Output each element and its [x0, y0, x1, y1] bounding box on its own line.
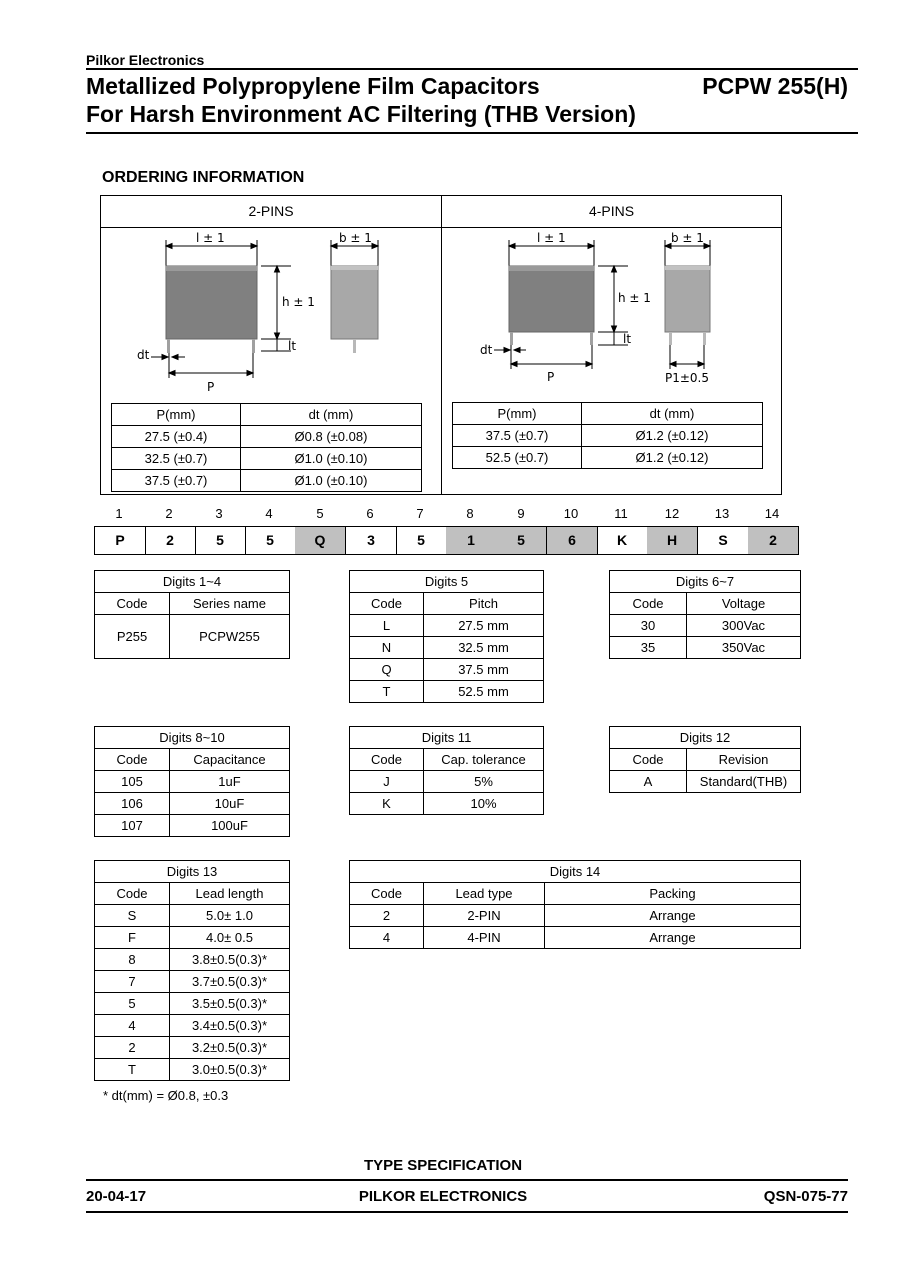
header-cell: Cap. tolerance	[424, 749, 544, 771]
table-cell: 2-PIN	[424, 905, 545, 927]
table-cell: 3.2±0.5(0.3)*	[170, 1037, 290, 1059]
length-label: l ± 1	[537, 231, 566, 245]
two-pin-dimension-table	[111, 403, 422, 492]
table-row	[95, 927, 290, 949]
table-row	[453, 447, 763, 469]
digit-cell: 1	[446, 527, 497, 554]
table-row	[610, 637, 801, 659]
table-cell: K	[350, 793, 424, 815]
table-cell: 37.5 (±0.7)	[112, 470, 241, 492]
lt-label: lt	[623, 332, 632, 346]
digit-cell: 2	[748, 527, 798, 554]
table-title: Digits 8~10	[95, 727, 290, 749]
table-row	[95, 1015, 290, 1037]
digit-cell: 3	[346, 527, 397, 554]
table-cell: 106	[95, 793, 170, 815]
table-cell: 350Vac	[687, 637, 801, 659]
table-cell: Arrange	[545, 927, 801, 949]
digits-12-table	[609, 726, 801, 793]
digits-14-table	[349, 860, 801, 949]
table-row	[95, 815, 290, 837]
digit-cell: 5	[195, 527, 246, 554]
digits-11-table	[349, 726, 544, 815]
table-cell: Ø1.2 (±0.12)	[582, 447, 763, 469]
footer-company: PILKOR ELECTRONICS	[358, 1188, 528, 1205]
table-cell: 4	[95, 1015, 170, 1037]
table-cell: Ø1.0 (±0.10)	[241, 470, 422, 492]
table-row	[610, 771, 801, 793]
company-name: Pilkor Electronics	[86, 52, 205, 68]
digit-position: 5	[316, 506, 324, 521]
dt-label: dt	[480, 343, 493, 357]
pitch-label: P	[207, 380, 215, 394]
digits-5-table	[349, 570, 544, 703]
header-cell: Code	[350, 593, 424, 615]
four-pins-heading: 4-PINS	[442, 196, 781, 228]
digit-position: 12	[664, 506, 680, 521]
header-cell: P(mm)	[112, 404, 241, 426]
table-title: Digits 12	[610, 727, 801, 749]
table-row	[350, 927, 801, 949]
header-cell: Capacitance	[170, 749, 290, 771]
table-cell: 35	[610, 637, 687, 659]
digit-cell: Q	[295, 527, 346, 554]
digits-1-4-table	[94, 570, 290, 659]
digit-position: 10	[563, 506, 579, 521]
digit-position: 7	[416, 506, 424, 521]
dt-label: dt	[137, 348, 150, 362]
header-cell: Lead type	[424, 883, 545, 905]
table-cell: 32.5 (±0.7)	[112, 448, 241, 470]
digit-cell: K	[597, 527, 648, 554]
digit-position: 6	[366, 506, 374, 521]
table-cell: 4-PIN	[424, 927, 545, 949]
table-row	[350, 771, 544, 793]
table-cell: 4.0± 0.5	[170, 927, 290, 949]
table-cell: 8	[95, 949, 170, 971]
table-cell: 7	[95, 971, 170, 993]
footer-date: 20-04-17	[86, 1188, 147, 1205]
table-row	[95, 793, 290, 815]
table-cell: T	[95, 1059, 170, 1081]
table-cell: 52.5 mm	[424, 681, 544, 703]
title-line-1: Metallized Polypropylene Film Capacitors	[86, 73, 540, 99]
ordering-box	[100, 195, 782, 495]
table-cell: 3.4±0.5(0.3)*	[170, 1015, 290, 1037]
table-title: Digits 13	[95, 861, 290, 883]
table-row	[95, 949, 290, 971]
table-row	[350, 615, 544, 637]
table-cell: 10uF	[170, 793, 290, 815]
table-cell: 3.7±0.5(0.3)*	[170, 971, 290, 993]
digit-position: 8	[466, 506, 474, 521]
part-number: PCPW 255(H)	[702, 73, 848, 99]
width-label: b ± 1	[671, 231, 704, 245]
table-row	[453, 425, 763, 447]
table-cell: 37.5 (±0.7)	[453, 425, 582, 447]
table-cell: 2	[350, 905, 424, 927]
digit-cell: 6	[547, 527, 598, 554]
digits-8-10-table	[94, 726, 290, 837]
table-cell: 5%	[424, 771, 544, 793]
digits-6-7-table	[609, 570, 801, 659]
header-cell: Code	[350, 883, 424, 905]
pitch2-label: P1±0.5	[665, 371, 710, 385]
digit-cell: S	[698, 527, 749, 554]
table-cell: Ø0.8 (±0.08)	[241, 426, 422, 448]
digit-position: 14	[764, 506, 780, 521]
digits-13-table	[94, 860, 290, 1081]
table-cell: Standard(THB)	[687, 771, 801, 793]
two-pin-diagram	[101, 228, 441, 403]
digit-position: 13	[714, 506, 730, 521]
table-cell: 3.5±0.5(0.3)*	[170, 993, 290, 1015]
table-cell: 5	[95, 993, 170, 1015]
table-cell: 10%	[424, 793, 544, 815]
digit-position: 3	[215, 506, 223, 521]
table-cell: 1uF	[170, 771, 290, 793]
digit-cell: 5	[245, 527, 296, 554]
four-pin-diagram	[442, 228, 781, 403]
digit-cell: H	[647, 527, 698, 554]
table-title: Digits 11	[350, 727, 544, 749]
lt-label: lt	[288, 339, 297, 353]
header-rule	[86, 68, 858, 70]
table-row	[350, 793, 544, 815]
table-cell: S	[95, 905, 170, 927]
table-cell: 3.0±0.5(0.3)*	[170, 1059, 290, 1081]
table-cell: 27.5 mm	[424, 615, 544, 637]
part-number-digits	[94, 526, 799, 555]
table-cell: 105	[95, 771, 170, 793]
footer-rule-top	[86, 1179, 848, 1181]
digit-position: 11	[614, 506, 628, 521]
table-row	[95, 615, 290, 659]
header-cell: Packing	[545, 883, 801, 905]
header-cell: dt (mm)	[241, 404, 422, 426]
header-cell: Code	[95, 883, 170, 905]
length-label: l ± 1	[196, 231, 225, 245]
header-cell: Revision	[687, 749, 801, 771]
table-cell: F	[95, 927, 170, 949]
digit-position: 1	[115, 506, 123, 521]
width-label: b ± 1	[339, 231, 372, 245]
height-label: h ± 1	[618, 291, 651, 305]
header-cell: Pitch	[424, 593, 544, 615]
header-cell: Series name	[170, 593, 290, 615]
table-cell: 100uF	[170, 815, 290, 837]
table-row	[350, 905, 801, 927]
type-specification-label: TYPE SPECIFICATION	[363, 1157, 523, 1174]
header-cell: Code	[95, 593, 170, 615]
table-cell: Q	[350, 659, 424, 681]
table-title: Digits 14	[350, 861, 801, 883]
document-title	[86, 72, 636, 128]
digit-cell: 2	[145, 527, 196, 554]
table-cell: P255	[95, 615, 170, 659]
table-cell: 37.5 mm	[424, 659, 544, 681]
footer-rule-bottom	[86, 1211, 848, 1213]
header-cell: Lead length	[170, 883, 290, 905]
table-row	[112, 426, 422, 448]
header-cell: Code	[350, 749, 424, 771]
footnote: * dt(mm) = Ø0.8, ±0.3	[103, 1088, 229, 1103]
table-title: Digits 1~4	[95, 571, 290, 593]
header-cell: Code	[610, 749, 687, 771]
table-row	[95, 971, 290, 993]
header-rule-bottom	[86, 132, 858, 134]
table-cell: 5.0± 1.0	[170, 905, 290, 927]
digit-cell: P	[95, 527, 146, 554]
footer-document-number: QSN-075-77	[763, 1188, 848, 1205]
table-header-row	[112, 404, 422, 426]
digit-position: 9	[517, 506, 525, 521]
table-header-row	[453, 403, 763, 425]
table-cell: 2	[95, 1037, 170, 1059]
table-cell: J	[350, 771, 424, 793]
table-cell: 3.8±0.5(0.3)*	[170, 949, 290, 971]
table-cell: 30	[610, 615, 687, 637]
table-cell: Arrange	[545, 905, 801, 927]
header-cell: Code	[610, 593, 687, 615]
table-cell: Ø1.2 (±0.12)	[582, 425, 763, 447]
table-row	[350, 659, 544, 681]
header-cell: Voltage	[687, 593, 801, 615]
table-cell: N	[350, 637, 424, 659]
table-cell: 52.5 (±0.7)	[453, 447, 582, 469]
table-row	[95, 993, 290, 1015]
table-cell: PCPW255	[170, 615, 290, 659]
header-cell: dt (mm)	[582, 403, 763, 425]
table-cell: L	[350, 615, 424, 637]
table-row	[350, 681, 544, 703]
digit-position: 4	[265, 506, 273, 521]
table-row	[112, 470, 422, 492]
table-cell: 32.5 mm	[424, 637, 544, 659]
section-title: ORDERING INFORMATION	[102, 169, 305, 186]
table-row	[95, 905, 290, 927]
title-line-2: For Harsh Environment AC Filtering (THB Version)	[86, 101, 636, 127]
table-title: Digits 5	[350, 571, 544, 593]
table-cell: T	[350, 681, 424, 703]
two-pins-heading: 2-PINS	[101, 196, 441, 228]
header-cell: P(mm)	[453, 403, 582, 425]
table-row	[95, 771, 290, 793]
table-row	[610, 615, 801, 637]
table-cell: Ø1.0 (±0.10)	[241, 448, 422, 470]
height-label: h ± 1	[282, 295, 315, 309]
table-cell: 300Vac	[687, 615, 801, 637]
table-cell: 4	[350, 927, 424, 949]
table-cell: 107	[95, 815, 170, 837]
digit-cell: 5	[496, 527, 547, 554]
digit-position: 2	[165, 506, 173, 521]
four-pin-dimension-table	[452, 402, 763, 469]
table-title: Digits 6~7	[610, 571, 801, 593]
digit-cell: 5	[396, 527, 447, 554]
table-row	[95, 1037, 290, 1059]
table-row	[95, 1059, 290, 1081]
table-row	[112, 448, 422, 470]
pitch-label: P	[547, 370, 555, 384]
table-cell: 27.5 (±0.4)	[112, 426, 241, 448]
table-cell: A	[610, 771, 687, 793]
table-row	[350, 637, 544, 659]
header-cell: Code	[95, 749, 170, 771]
